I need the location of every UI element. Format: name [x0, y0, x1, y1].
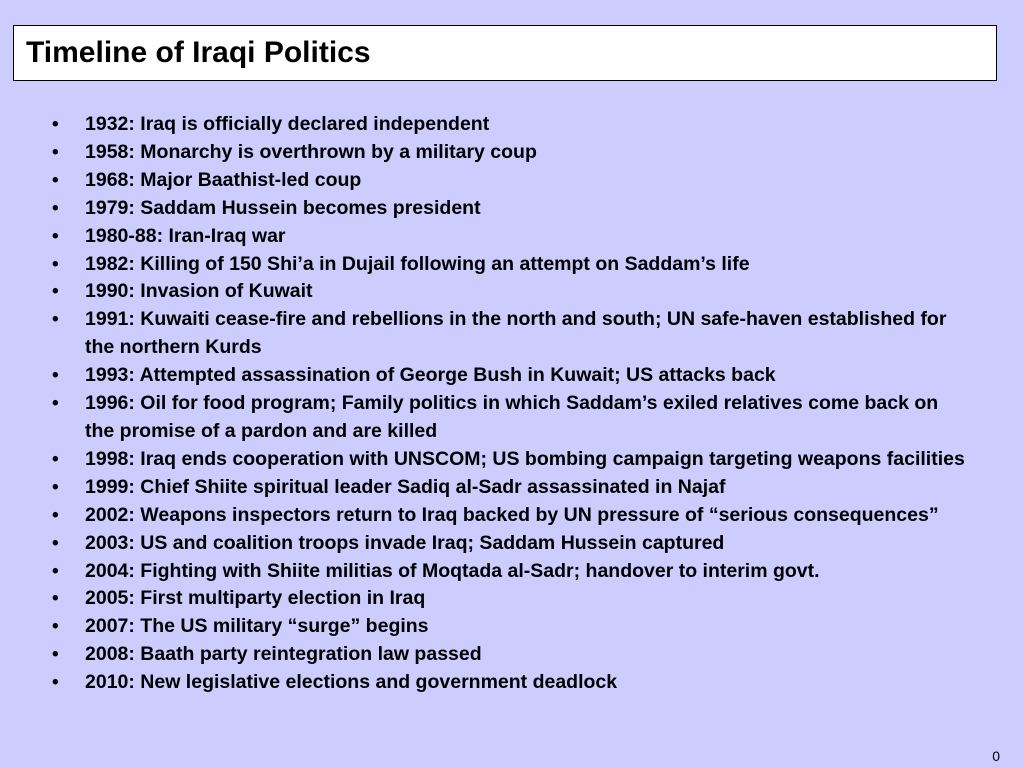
bullet-icon: • [52, 169, 59, 191]
timeline-item [52, 474, 972, 502]
timeline-item [52, 669, 972, 697]
timeline-item-text: 1993: Attempted assassination of George Bush in Kuwait; US attacks back [85, 364, 776, 387]
bullet-icon: • [52, 393, 59, 415]
timeline-item [52, 195, 972, 223]
timeline-item [52, 223, 972, 251]
timeline-item [52, 502, 972, 530]
timeline-item [52, 613, 972, 641]
bullet-icon: • [52, 560, 59, 582]
bullet-icon: • [52, 616, 59, 638]
timeline-item [52, 139, 972, 167]
timeline-item-text: 1991: Kuwaiti cease-fire and rebellions in the north and south; UN safe-haven established for the northern Kurds [85, 308, 947, 359]
timeline-item [52, 167, 972, 195]
timeline-item [52, 585, 972, 613]
bullet-icon: • [52, 365, 59, 387]
timeline-list [52, 111, 972, 697]
bullet-icon: • [52, 114, 59, 135]
bullet-icon: • [52, 644, 59, 666]
timeline-item-text: 1979: Saddam Hussein becomes president [85, 196, 481, 219]
title-box [13, 25, 997, 81]
bullet-icon: • [52, 197, 59, 219]
bullet-icon: • [52, 281, 59, 303]
timeline-item-text: 2007: The US military “surge” begins [85, 615, 429, 638]
timeline-item-text: 1958: Monarchy is overthrown by a military coup [85, 140, 537, 163]
timeline-item-text: 2002: Weapons inspectors return to Iraq backed by UN pressure of “serious consequences” [85, 503, 939, 526]
bullet-icon: • [52, 309, 59, 331]
bullet-icon: • [52, 588, 59, 610]
timeline-item [52, 390, 972, 446]
timeline-item-text: 1980-88: Iran-Iraq war [85, 224, 286, 247]
bullet-icon: • [52, 532, 59, 554]
bullet-icon: • [52, 476, 59, 498]
page-number: 0 [992, 748, 1000, 764]
timeline-item-text: 2005: First multiparty election in Iraq [85, 587, 426, 610]
timeline-item-text: 1996: Oil for food program; Family politics in which Saddam’s exiled relatives come back on the promise of a pardon and are killed [85, 392, 939, 442]
timeline-item [52, 362, 972, 390]
timeline-item-text: 1968: Major Baathist-led coup [85, 168, 362, 191]
timeline-item [52, 306, 972, 362]
timeline-item-text: 1982: Killing of 150 Shi’a in Dujail following an attempt on Saddam’s life [85, 252, 750, 275]
timeline-item [52, 278, 972, 306]
timeline-item [52, 558, 972, 586]
timeline-item-text: 2004: Fighting with Shiite militias of Moqtada al-Sadr; handover to interim govt. [85, 559, 820, 582]
timeline-item-text: 2003: US and coalition troops invade Iraq; Saddam Hussein captured [85, 531, 725, 554]
timeline-item-text: 1932: Iraq is officially declared independent [85, 113, 490, 135]
timeline-item-text: 1999: Chief Shiite spiritual leader Sadiq al-Sadr assassinated in Najaf [85, 475, 726, 498]
timeline-item [52, 530, 972, 558]
bullet-icon: • [52, 448, 59, 470]
timeline-item [52, 446, 972, 474]
bullet-icon: • [52, 253, 59, 275]
bullet-icon: • [52, 225, 59, 247]
timeline-item-text: 2010: New legislative elections and government deadlock [85, 671, 618, 694]
timeline-item-text: 1998: Iraq ends cooperation with UNSCOM; US bombing campaign targeting weapons facilities [85, 447, 965, 470]
timeline-item [52, 111, 972, 139]
timeline-item-text: 2008: Baath party reintegration law passed [85, 643, 482, 666]
timeline-item [52, 641, 972, 669]
bullet-icon: • [52, 504, 59, 526]
bullet-icon: • [52, 141, 59, 163]
bullet-icon: • [52, 672, 59, 694]
timeline-item [52, 251, 972, 279]
page-title: Timeline of Iraqi Politics [26, 36, 371, 69]
timeline-item-text: 1990: Invasion of Kuwait [85, 280, 313, 303]
